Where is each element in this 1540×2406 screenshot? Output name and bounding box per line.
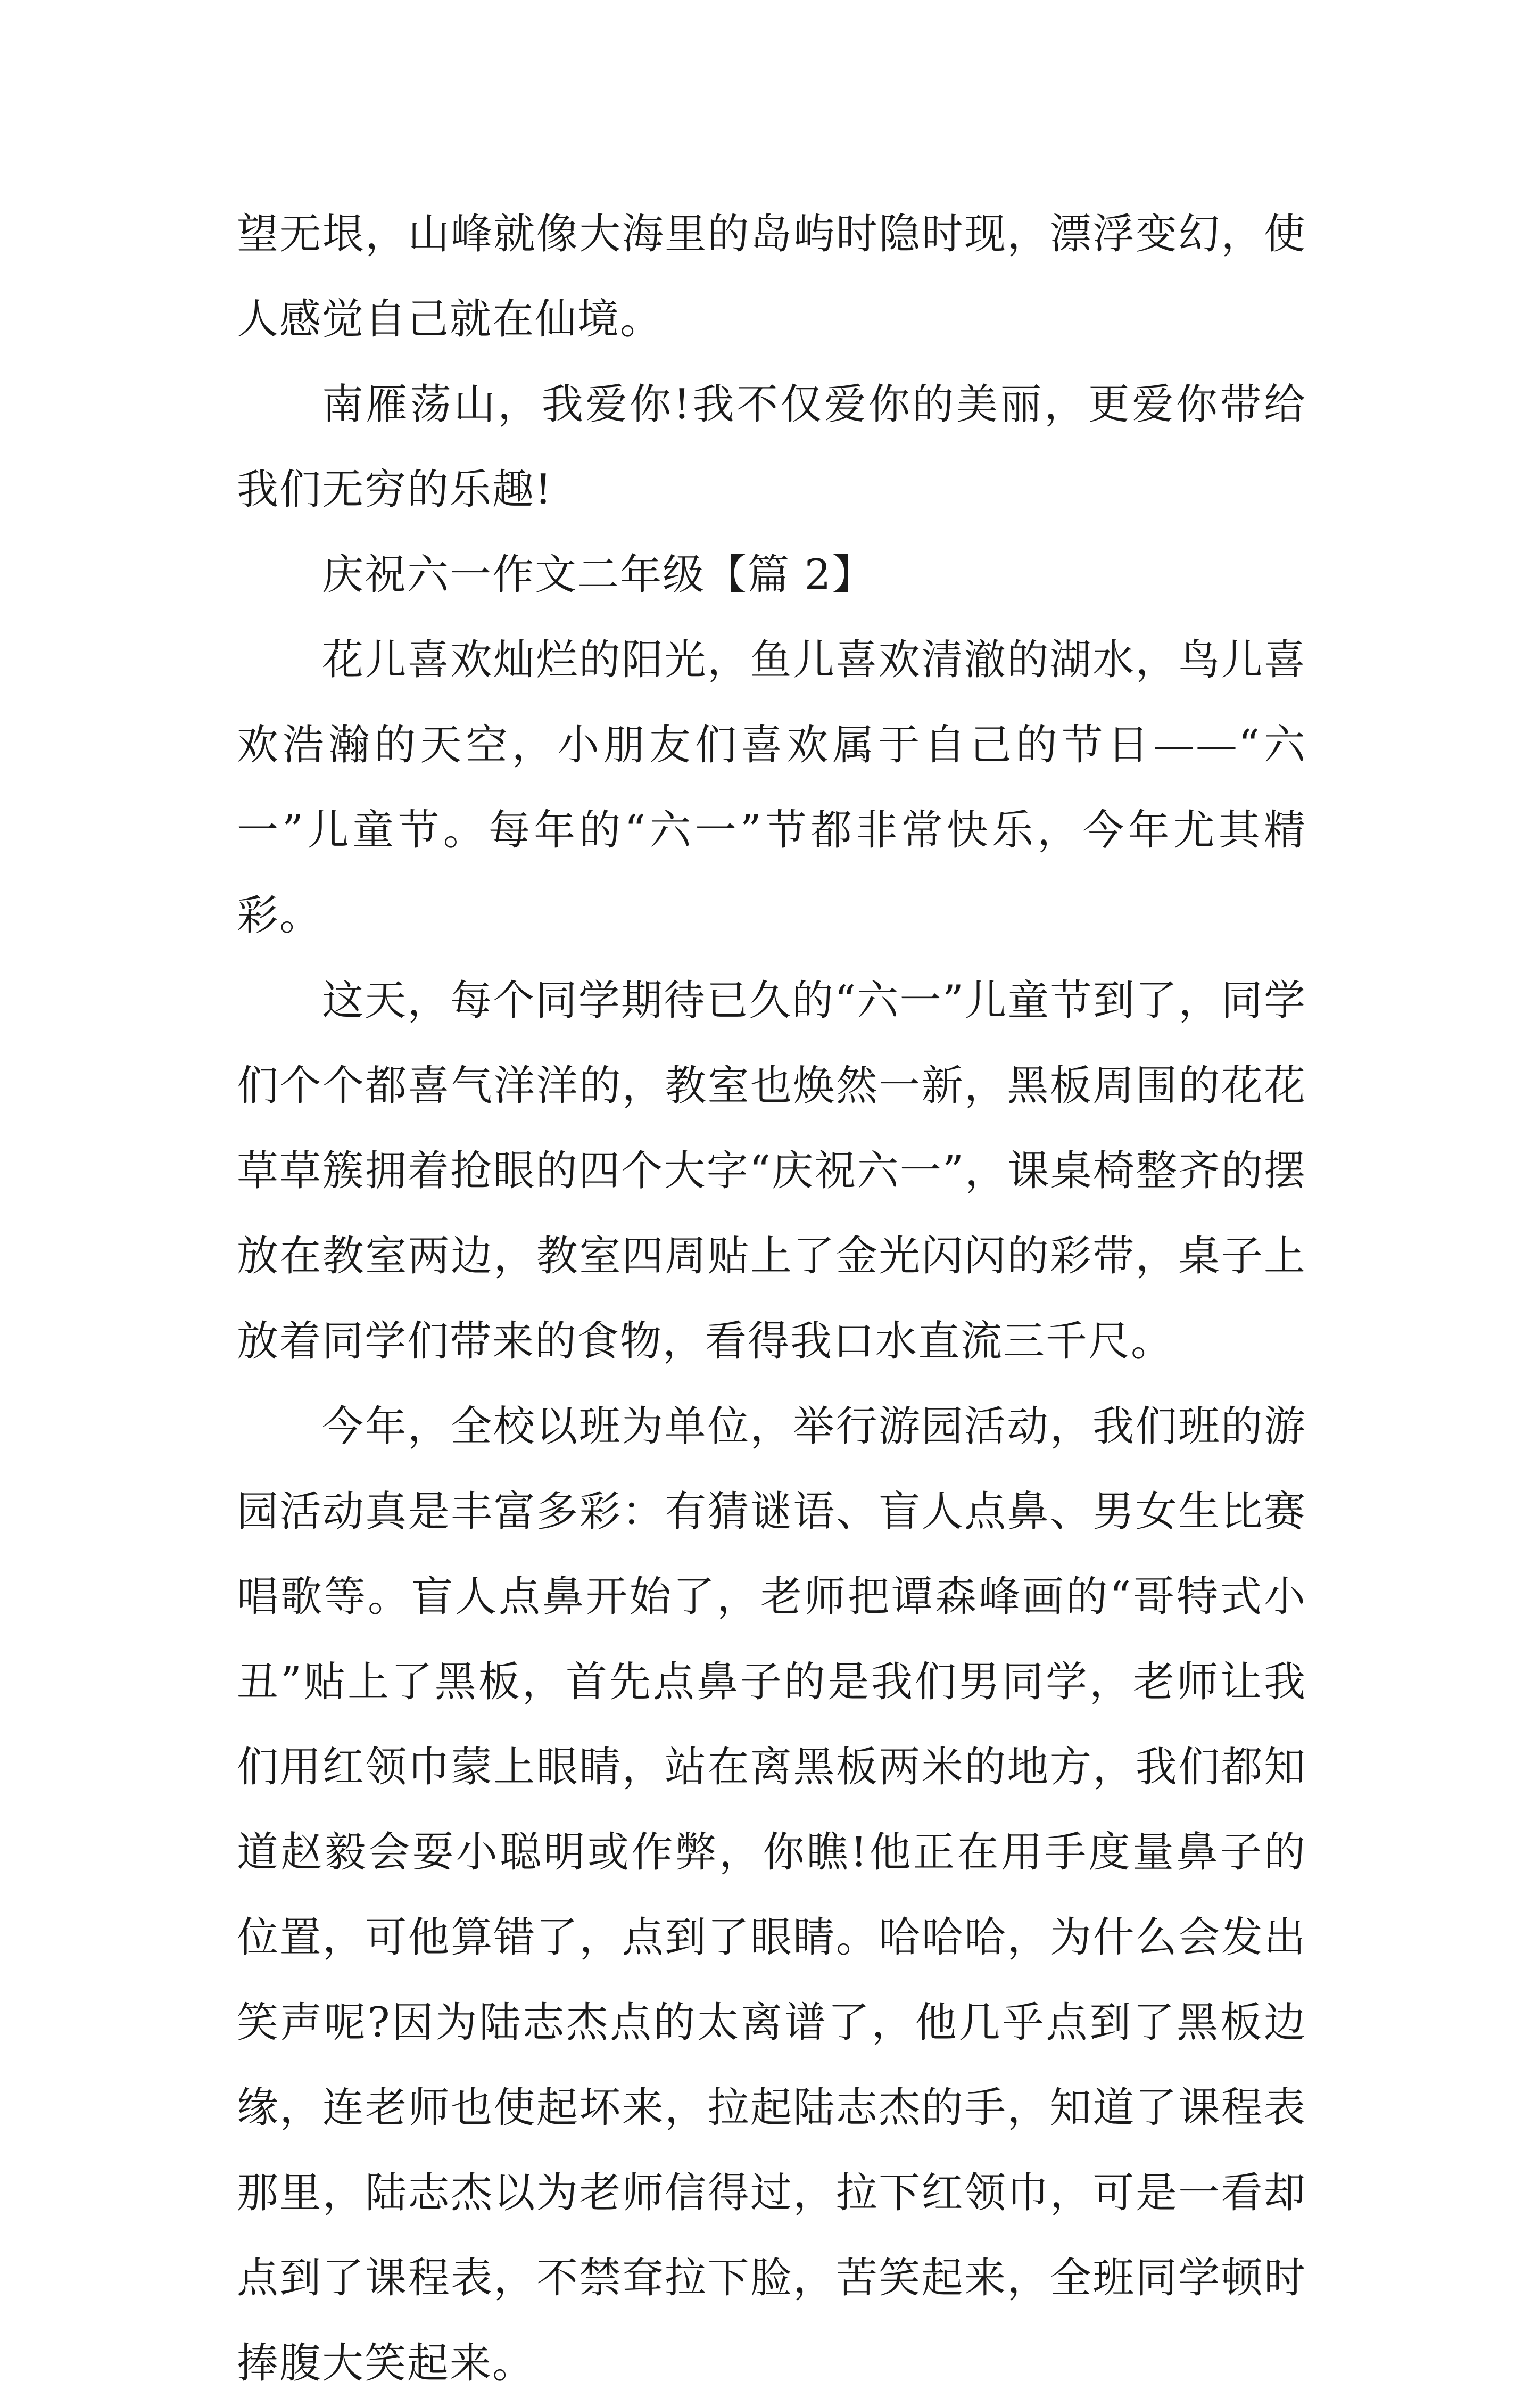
paragraph-intro: 花儿喜欢灿烂的阳光，鱼儿喜欢清澈的湖水，鸟儿喜欢浩瀚的天空，小朋友们喜欢属于自己的节日——“六一”儿童节。每年的“六一”节都非常快乐，今年尤其精彩。	[237, 636, 1306, 940]
paragraph-classroom: 这天，每个同学期待已久的“六一”儿童节到了，同学们个个都喜气洋洋的，教室也焕然一新，黑板周围的花花草草簇拥着抢眼的四个大字“庆祝六一”，课桌椅整齐的摆放在教室两边，教室四周贴上了金光闪闪的彩带，桌子上放着同学们带来的食物，看得我口水直流三千尺。	[237, 977, 1306, 1365]
paragraph-love-nanyandang: 南雁荡山，我爱你!我不仅爱你的美丽，更爱你带给我们无穷的乐趣!	[237, 381, 1306, 514]
section-heading: 庆祝六一作文二年级【篇 2】	[322, 551, 875, 599]
paragraph-games: 今年，全校以班为单位，举行游园活动，我们班的游园活动真是丰富多彩：有猜谜语、盲人点鼻、男女生比赛唱歌等。盲人点鼻开始了，老师把谭森峰画的“哥特式小丑”贴上了黑板，首先点鼻子的是我们男同学，老师让我们用红领巾蒙上眼睛，站在离黑板两米的地方，我们都知道赵毅会耍小聪明或作弊，你瞧!他正在用手度量鼻子的位置，可他算错了，点到了眼睛。哈哈哈，为什么会发出笑声呢?因为陆志杰点的太离谱了，他几乎点到了黑板边缘，连老师也使起坏来，拉起陆志杰的手，知道了课程表那里，陆志杰以为老师信得过，拉下红领巾，可是一看却点到了课程表，不禁耷拉下脸，苦笑起来，全班同学顿时捧腹大笑起来。	[237, 1403, 1306, 2387]
paragraph-continuation: 望无垠，山峰就像大海里的岛屿时隐时现，漂浮变幻，使人感觉自己就在仙境。	[237, 210, 1306, 343]
document-body	[237, 192, 1306, 2406]
